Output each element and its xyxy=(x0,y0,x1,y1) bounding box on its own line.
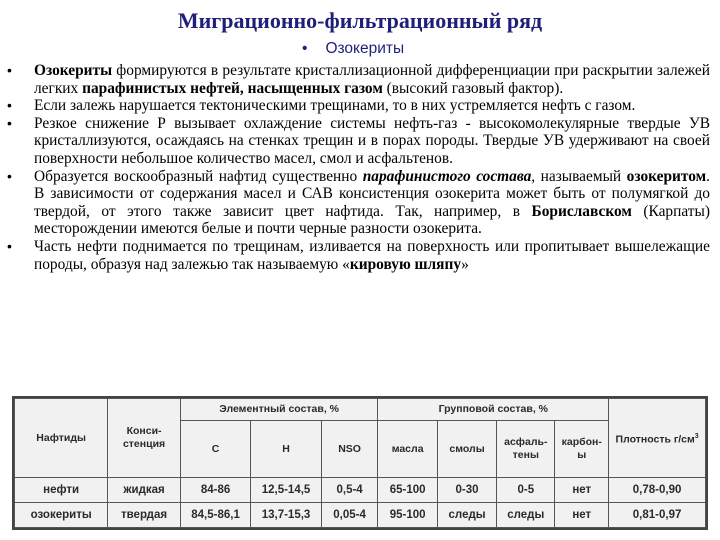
bullet-span: (высокий газовый фактор). xyxy=(382,79,564,97)
table-cell: 12,5-14,5 xyxy=(251,478,321,503)
table-cell: 0,78-0,90 xyxy=(609,478,706,503)
slide-title: Миграционно-фильтрационный ряд xyxy=(177,8,543,33)
bullet-span: (Карпаты) месторождении имеются белые и почти черные разности озокерита. xyxy=(34,202,710,238)
table-cell: 65-100 xyxy=(378,478,437,503)
bullet-list xyxy=(0,62,720,273)
bold-term: кировую шляпу xyxy=(349,255,462,273)
bullet-span: Часть нефти поднимается по трещинам, изливается на поверхность или пропитывает вышележащие породы, образуя над залежью так называемую « xyxy=(34,237,710,273)
bullet-item-1 xyxy=(0,62,720,97)
table-cell: 0-5 xyxy=(497,478,555,503)
bold-term: озокеритом xyxy=(626,167,707,185)
bold-term: парафинистых нефтей, насыщенных газом xyxy=(82,79,383,97)
table-cell: 0-30 xyxy=(437,478,496,503)
bullet-marker: • xyxy=(7,237,12,254)
table-cell: жидкая xyxy=(108,478,181,503)
bullet-item-2 xyxy=(0,97,720,115)
header-group: Групповой состав, % xyxy=(378,399,609,421)
bullet-item-3 xyxy=(0,115,720,168)
table-cell: нет xyxy=(555,503,609,528)
bullet-marker: • xyxy=(7,97,12,114)
bullet-marker: • xyxy=(7,114,12,131)
header-c: С xyxy=(180,421,250,478)
table-cell: 84,5-86,1 xyxy=(180,503,250,528)
header-resins: смолы xyxy=(437,421,496,478)
table-cell: 13,7-15,3 xyxy=(251,503,321,528)
bullet-span: » xyxy=(461,255,469,273)
bullet-span: Образуется воскообразный нафтид существенно xyxy=(34,167,363,185)
bullet-text-2: Если залежь нарушается тектоническими трещинами, то в них устремляется нефть с газом. xyxy=(34,97,636,115)
table-row xyxy=(15,503,706,528)
bullet-text-1 xyxy=(34,62,710,97)
header-elemental: Элементный состав, % xyxy=(180,399,378,421)
bold-italic-term: парафинистого состава xyxy=(362,167,532,185)
table-cell: нет xyxy=(555,478,609,503)
density-label: Плотность г/см xyxy=(615,433,695,446)
header-naftidy: Нафтиды xyxy=(15,399,108,478)
table-cell: 84-86 xyxy=(180,478,250,503)
table-cell: следы xyxy=(437,503,496,528)
bullet-text-3: Резкое снижение Р вызывает охлаждение системы нефть-газ - высокомолекулярные твердые УВ кристаллизуются, осаждаясь на стенках трещин и в порах породы. Твердые УВ удерживают на своей поверхности небольшое количество масел, смол и асфальтенов. xyxy=(34,114,710,167)
bullet-item-5 xyxy=(0,238,720,273)
table-cell: 0,81-0,97 xyxy=(609,503,706,528)
header-oils: масла xyxy=(378,421,437,478)
slide-subtitle xyxy=(302,40,404,58)
bullet-span: , называемый xyxy=(531,167,627,185)
bullet-text-5 xyxy=(34,238,710,273)
table-cell: 0,05-4 xyxy=(321,503,378,528)
header-density xyxy=(609,399,706,478)
bold-term: Бориславском xyxy=(531,202,632,220)
density-sup: 3 xyxy=(694,432,699,440)
header-nso: NSO xyxy=(321,421,378,478)
header-consistency: Конси-стенция xyxy=(108,399,181,478)
table-cell: нефти xyxy=(15,478,108,503)
bullet-span: . В зависимости от содержания масел и САВ консистенция озокерита может быть от полумягкой до твердой, от этого также зависит цвет нафтида. Так, например, в xyxy=(34,167,710,220)
bullet-text-4 xyxy=(34,168,710,238)
bullet-item-4 xyxy=(0,168,720,238)
header-asphaltenes: асфаль-тены xyxy=(497,421,555,478)
bullet-marker: • xyxy=(7,62,12,78)
bullet-span: формируются в результате кристаллизационной дифференциации при раскрытии залежей легких xyxy=(34,62,710,97)
table-row xyxy=(15,478,706,503)
header-h: Н xyxy=(251,421,321,478)
table-cell: озокериты xyxy=(15,503,108,528)
composition-table xyxy=(12,396,708,530)
subtitle-bullet: • xyxy=(302,40,308,57)
table-cell: твердая xyxy=(108,503,181,528)
subtitle-text: Озокериты xyxy=(325,40,405,57)
bullet-marker: • xyxy=(7,167,12,184)
bold-term: Озокериты xyxy=(34,62,113,79)
table-cell: 0,5-4 xyxy=(321,478,378,503)
table-cell: следы xyxy=(497,503,555,528)
table-cell: 95-100 xyxy=(378,503,437,528)
header-carbenes: карбон-ы xyxy=(555,421,609,478)
